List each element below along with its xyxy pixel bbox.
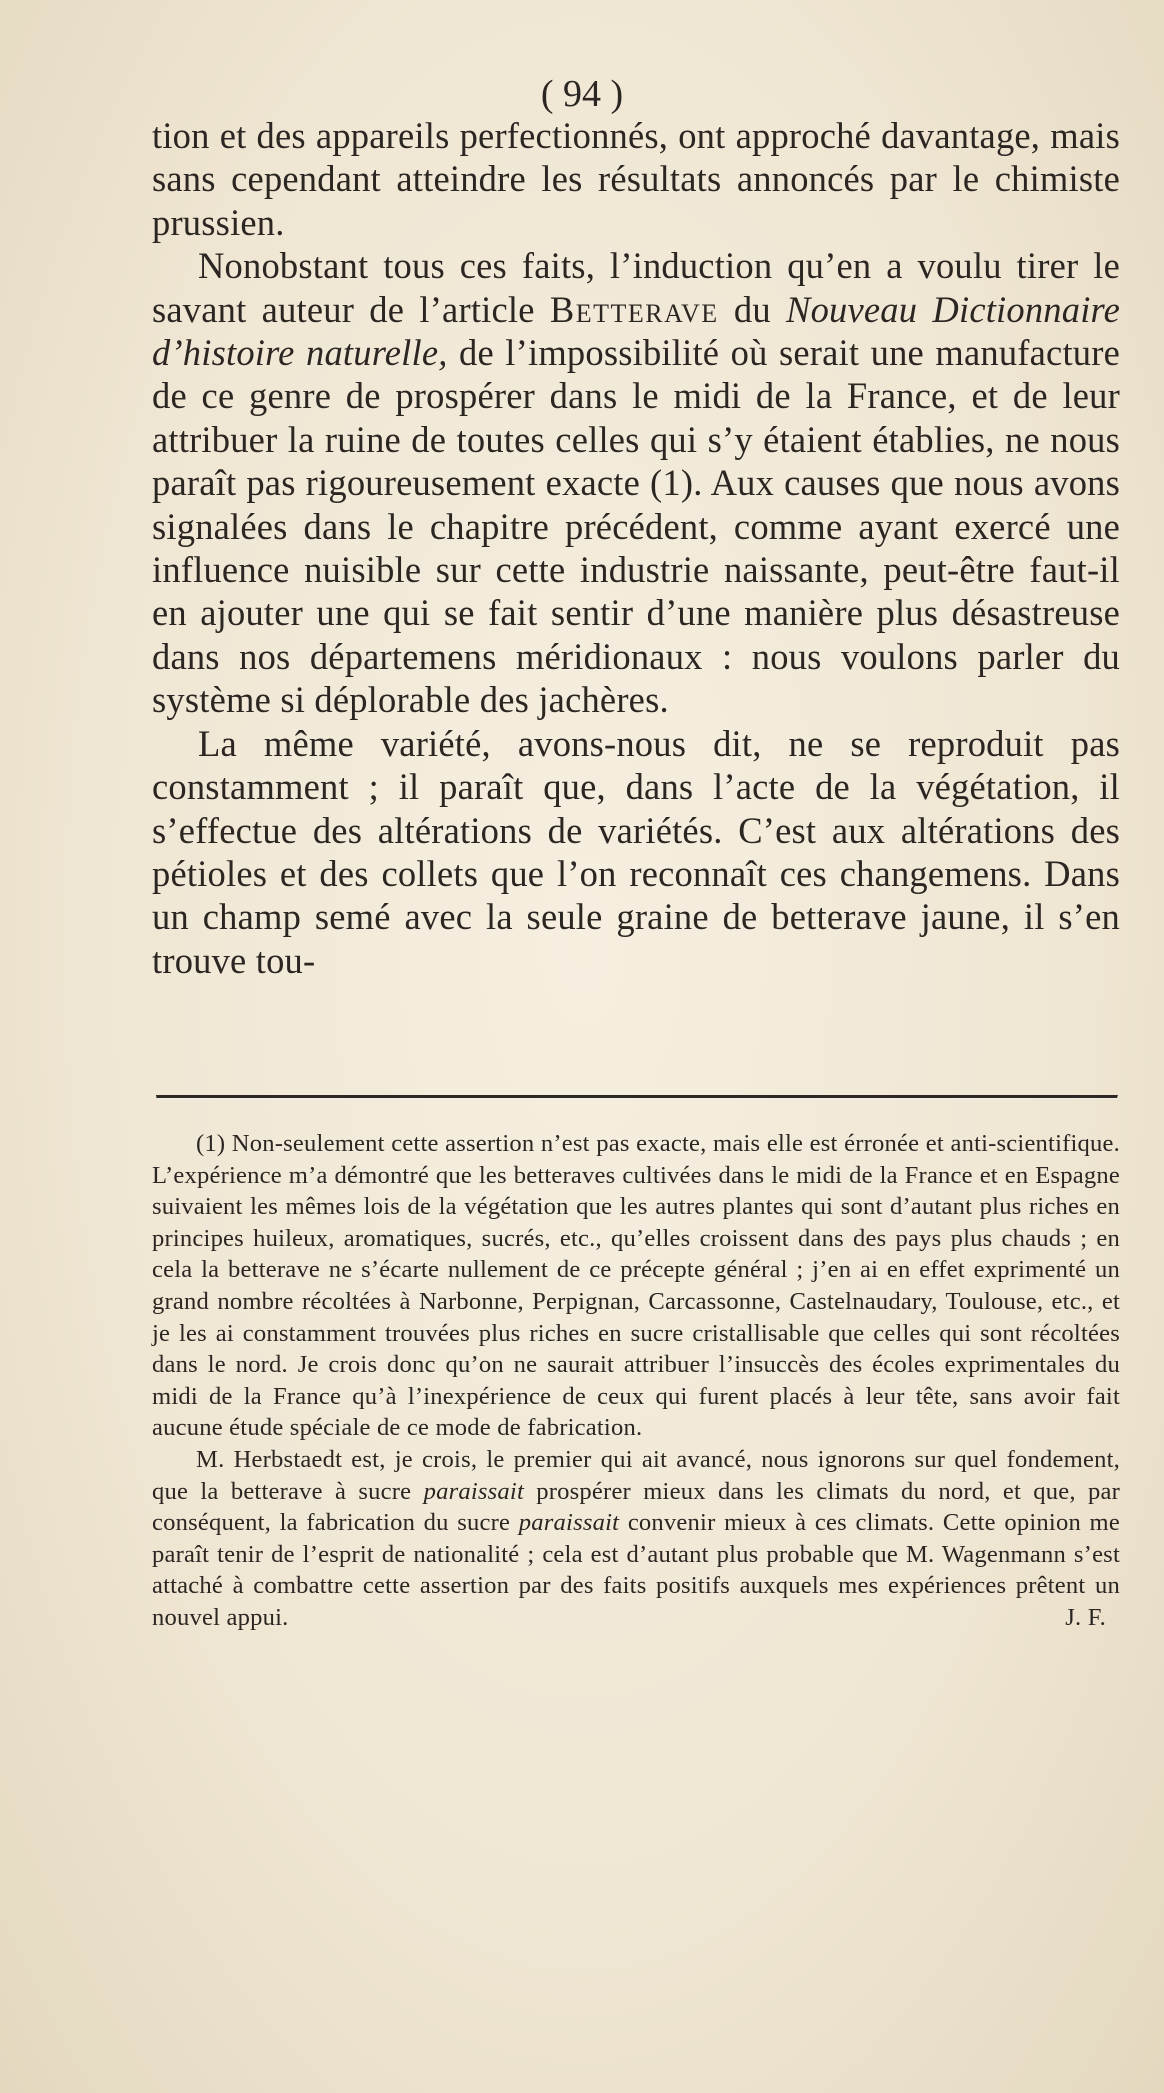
article-title-smallcaps: Betterave bbox=[549, 288, 719, 330]
paragraph-2-text-c: de l’impossibilité où serait une manufacture de ce genre de prospérer dans le midi de la France, et de leur attribuer la ruine de toutes celles qui s’y étaient établies, ne nous paraît pas rigoureusement exacte (1). Aux causes que nous avons signalées dans le chapitre précédent, comme ayant exercé une influence nuisible sur cette industrie naissante, peut-être faut-il en ajouter une qui se fait sentir d’une manière plus désastreuse dans nos départemens méridionaux : nous voulons parler du système si déplorable des jachères. bbox=[152, 332, 1120, 721]
footnote-divider bbox=[156, 1095, 1118, 1099]
footnote-signature: J. F. bbox=[1065, 1603, 1106, 1631]
paragraph-2-text-b: du bbox=[718, 288, 787, 330]
footnote-2-text-a: M. Herbstaedt est, je crois, le premier qui ait avancé, nous ignorons sur quel fondement, que la betterave à sucre bbox=[152, 1445, 1120, 1505]
footnote-2-italic-a: paraissait bbox=[423, 1477, 524, 1505]
footnote-2-text-b: prospérer mieux dans les climats du nord, et que, par conséquent, la fabrication du sucre bbox=[152, 1477, 1121, 1537]
dictionary-title-italic: Nouveau Dictionnaire d’histoire naturelle, bbox=[152, 288, 1120, 374]
page-number: ( 94 ) bbox=[540, 73, 624, 115]
paragraph-1: tion et des appareils perfectionnés, ont approché davantage, mais sans cependant atteindre les résultats annoncés par le chimiste prussien. bbox=[152, 115, 1120, 243]
footnote-paragraph-2 bbox=[152, 1444, 1120, 1634]
paragraph-3: La même variété, avons-nous dit, ne se reproduit pas constamment ; il paraît que, dans l’acte de la végétation, il s’effectue des altérations de variétés. C’est aux altérations des pétioles et des collets que l’on reconnaît ces changemens. Dans un champ semé avec la seule graine de betterave jaune, il s’en trouve tou- bbox=[152, 722, 1120, 981]
footnote-2-italic-b: paraissait bbox=[518, 1509, 620, 1537]
paragraph-2 bbox=[152, 244, 1120, 721]
footnote-2-text-c: convenir mieux à ces climats. Cette opinion me paraît tenir de l’esprit de nationalité ; cela est d’autant plus probable que M. Wagenmann s’est attaché à combattre cette assertion par des faits positifs auxquels mes expériences prêtent un nouvel appui. bbox=[152, 1509, 1120, 1631]
paragraph-2-text-a: Nonobstant tous ces faits, l’induction qu’en a voulu tirer le savant auteur de l’article bbox=[152, 245, 1120, 330]
main-text bbox=[152, 114, 1120, 982]
footnote-block bbox=[152, 1128, 1120, 1634]
footnote-paragraph-1: (1) Non-seulement cette assertion n’est pas exacte, mais elle est érronée et anti-scientifique. L’expérience m’a démontré que les betteraves cultivées dans le midi de la France et en Espagne suivaient les mêmes lois de la végétation que les autres plantes qui sont d’autant plus riches en principes huileux, aromatiques, sucrés, etc., qu’elles croissent dans des pays plus chauds ; en cela la betterave ne s’écarte nullement de ce précepte général ; j’en ai en effet exprimenté un grand nombre récoltées à Narbonne, Perpignan, Carcassonne, Castelnaudary, Toulouse, etc., et je les ai constamment trouvées plus riches en sucre cristallisable que celles qui sont récoltées dans le nord. Je crois donc qu’on ne saurait attribuer l’insuccès des écoles exprimentales du midi de la France qu’à l’inexpérience de ceux qui furent placés à leur tête, sans avoir fait aucune étude spéciale de ce mode de fabrication. bbox=[152, 1130, 1120, 1442]
